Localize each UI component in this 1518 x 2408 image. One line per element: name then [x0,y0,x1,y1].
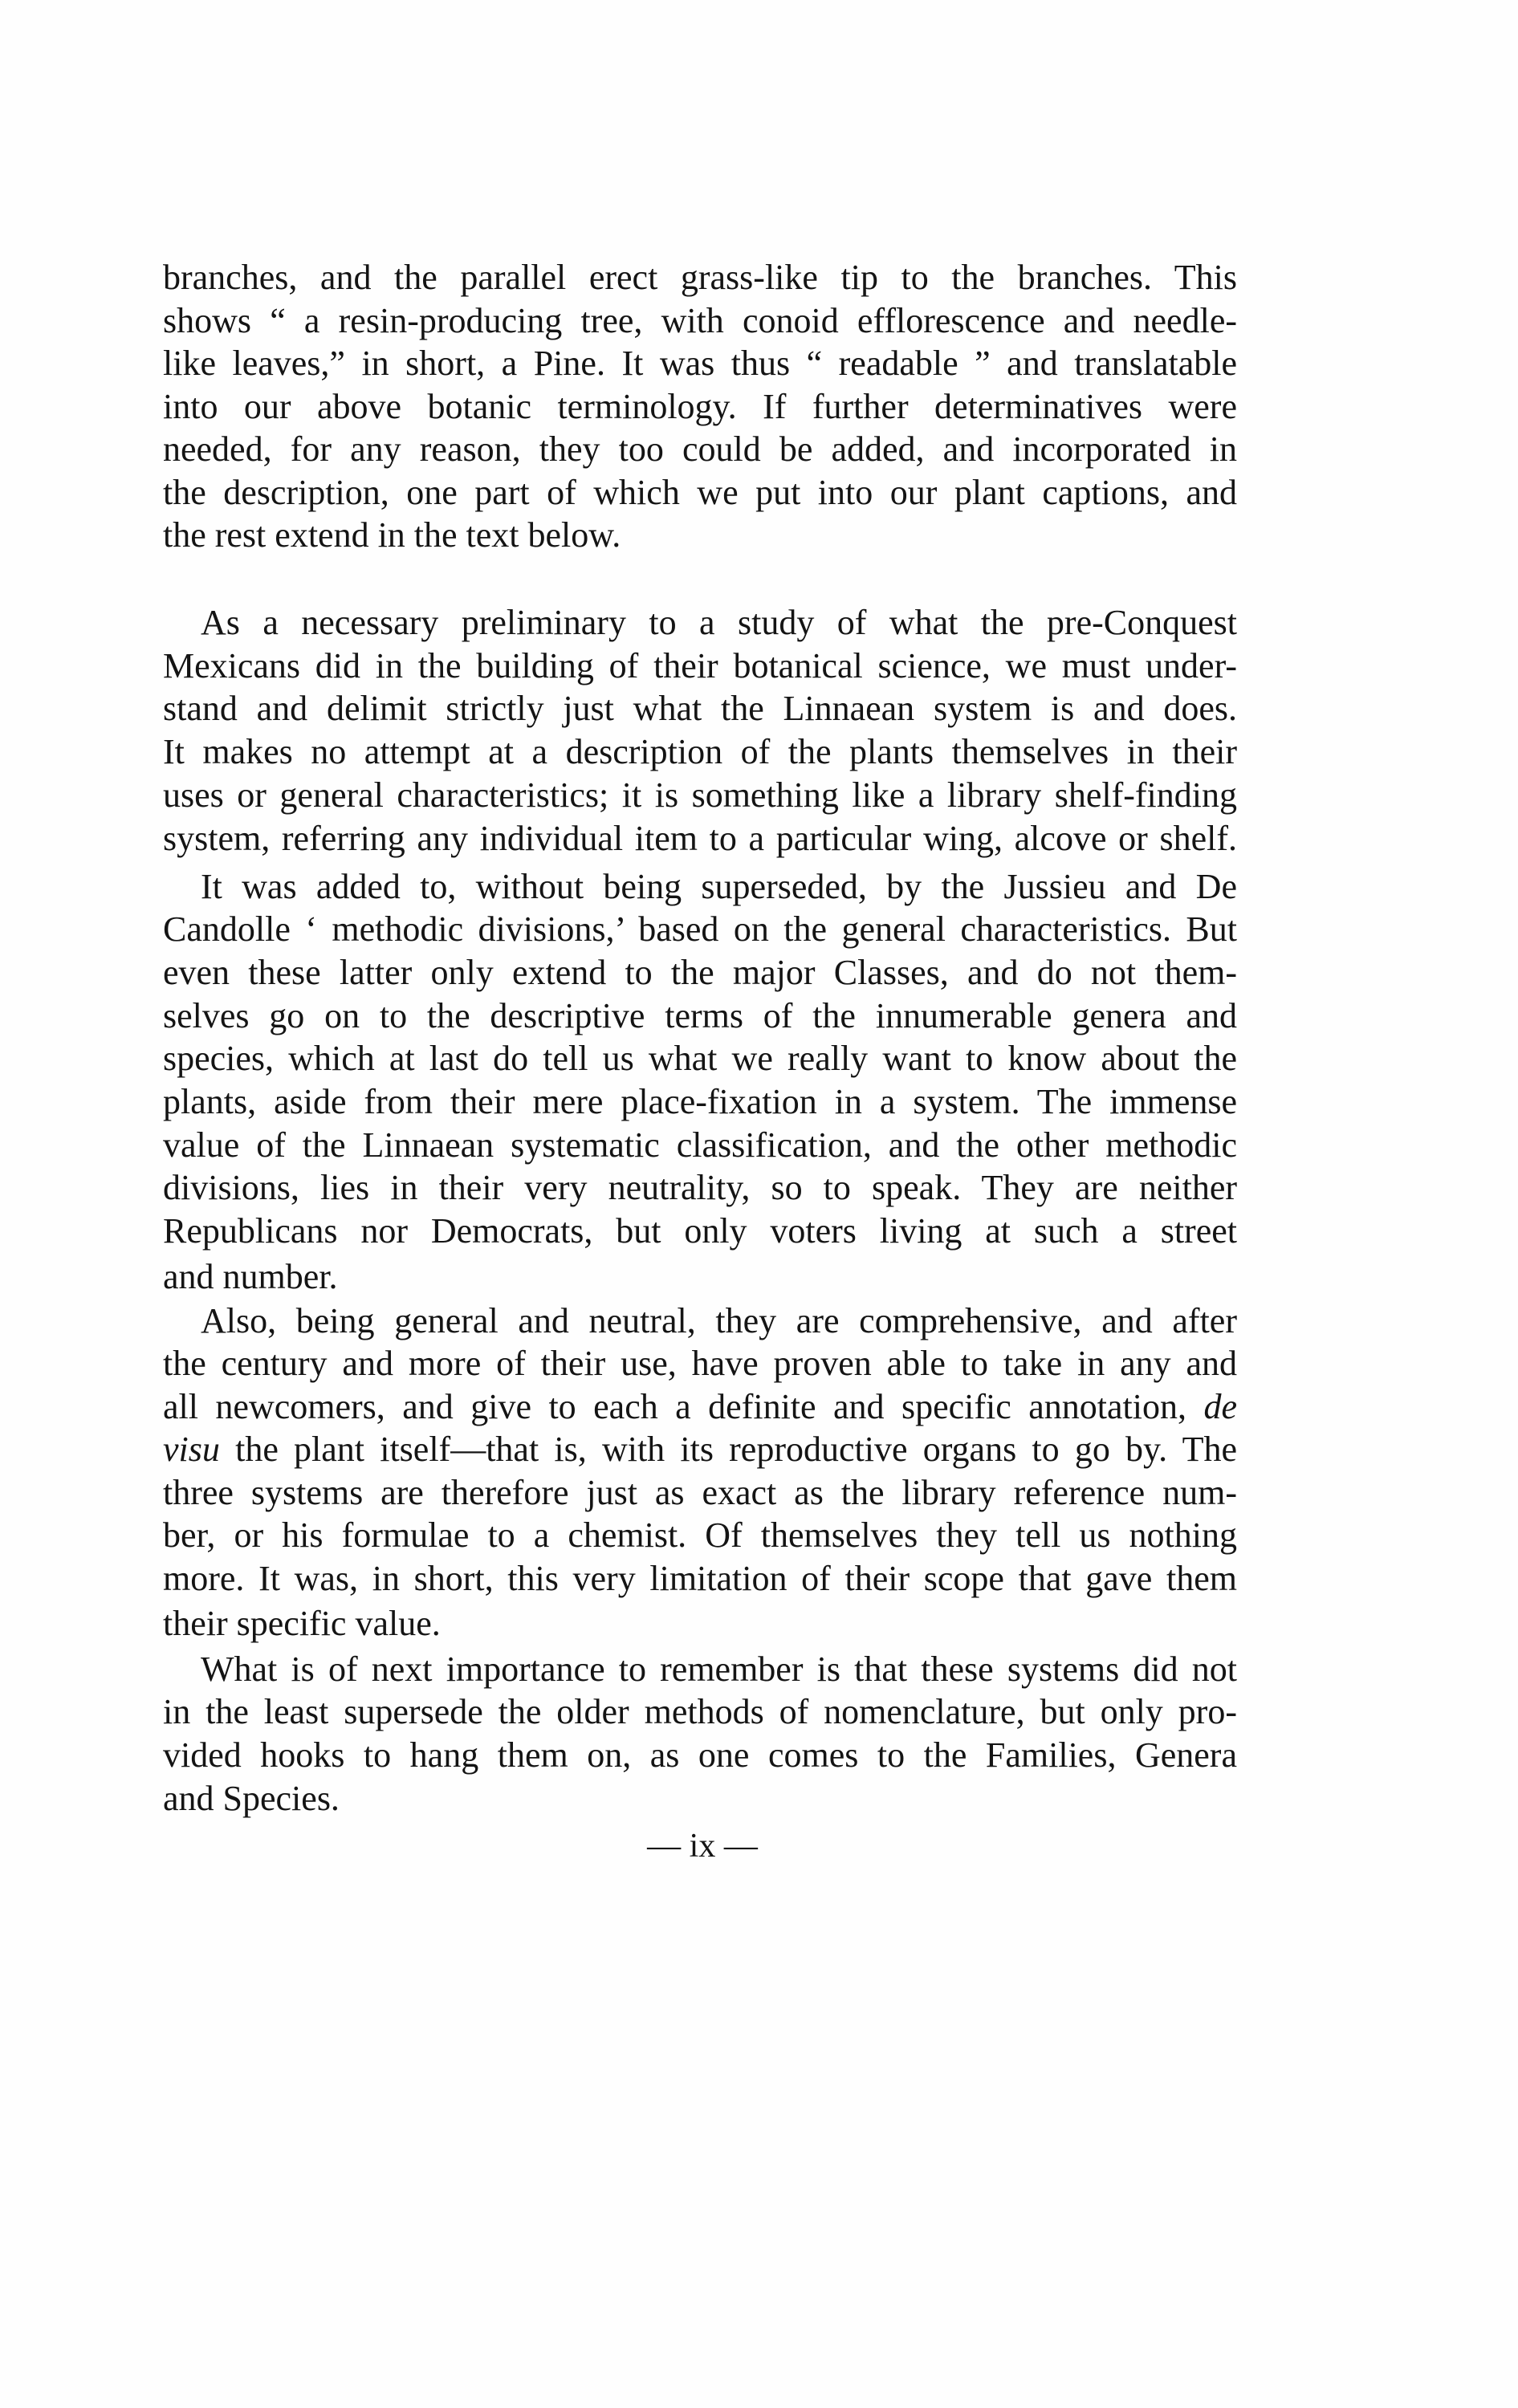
text-line: visu the plant itself—that is, with its reproductive organs to go by. The [163,1430,1237,1469]
text-line: It makes no attempt at a description of the plants themselves in their [163,732,1237,771]
text-line: like leaves,” in short, a Pine. It was thus “ readable ” and translatable [163,344,1237,383]
latin-term: de [1203,1387,1237,1426]
text-line: the rest extend in the text below. [163,515,621,555]
text-line: shows “ a resin-producing tree, with conoid efflorescence and needle- [163,301,1237,340]
text-line: more. It was, in short, this very limitation of their scope that gave them [163,1559,1237,1598]
text-line: and number. [163,1257,338,1296]
text-line: in the least supersede the older methods of nomenclature, but only pro- [163,1692,1237,1731]
text-line: needed, for any reason, they too could be added, and incorporated in [163,429,1237,469]
text-line: uses or general characteristics; it is something like a library shelf-finding [163,775,1237,815]
text-line: branches, and the parallel erect grass-like tip to the branches. This [163,258,1237,297]
text-line: three systems are therefore just as exact as the library reference num- [163,1473,1237,1512]
text-line: system, referring any individual item to a particular wing, alcove or shelf. [163,819,1237,858]
text-line: Republicans nor Democrats, but only voters living at such a street [163,1211,1237,1251]
text-line: What is of next importance to remember is that these systems did not [201,1649,1237,1689]
text-line: Candolle ‘ methodic divisions,’ based on the general characteristics. But [163,909,1237,949]
text-line: their specific value. [163,1604,441,1643]
text-line: stand and delimit strictly just what the Linnaean system is and does. [163,689,1237,728]
text-line: Also, being general and neutral, they are comprehensive, and after [201,1301,1237,1340]
text-line: value of the Linnaean systematic classification, and the other methodic [163,1125,1237,1165]
text-line: the century and more of their use, have proven able to take in any and [163,1344,1237,1383]
text-line: species, which at last do tell us what we really want to know about the [163,1039,1237,1078]
text-line: the description, one part of which we put into our plant captions, and [163,473,1237,512]
text-line: and Species. [163,1779,340,1818]
text-line: Mexicans did in the building of their botanical science, we must under- [163,646,1237,685]
text-line: It was added to, without being superseded, by the Jussieu and De [201,867,1237,906]
text-line: As a necessary preliminary to a study of what the pre-Conquest [201,603,1237,642]
text-line: into our above botanic terminology. If further determinatives were [163,387,1237,426]
latin-term: visu [163,1430,220,1469]
page-number: — ix — [647,1828,758,1865]
text-line: vided hooks to hang them on, as one comes to the Families, Genera [163,1735,1237,1775]
text-line: selves go on to the descriptive terms of the innumerable genera and [163,996,1237,1035]
text-line: divisions, lies in their very neutrality, so to speak. They are neither [163,1168,1237,1207]
text-line: plants, aside from their mere place-fixation in a system. The immense [163,1082,1237,1121]
text-line: even these latter only extend to the major Classes, and do not them- [163,953,1237,992]
text-line: ber, or his formulae to a chemist. Of themselves they tell us nothing [163,1515,1237,1555]
text-line: all newcomers, and give to each a definite and specific annotation, de [163,1387,1237,1426]
